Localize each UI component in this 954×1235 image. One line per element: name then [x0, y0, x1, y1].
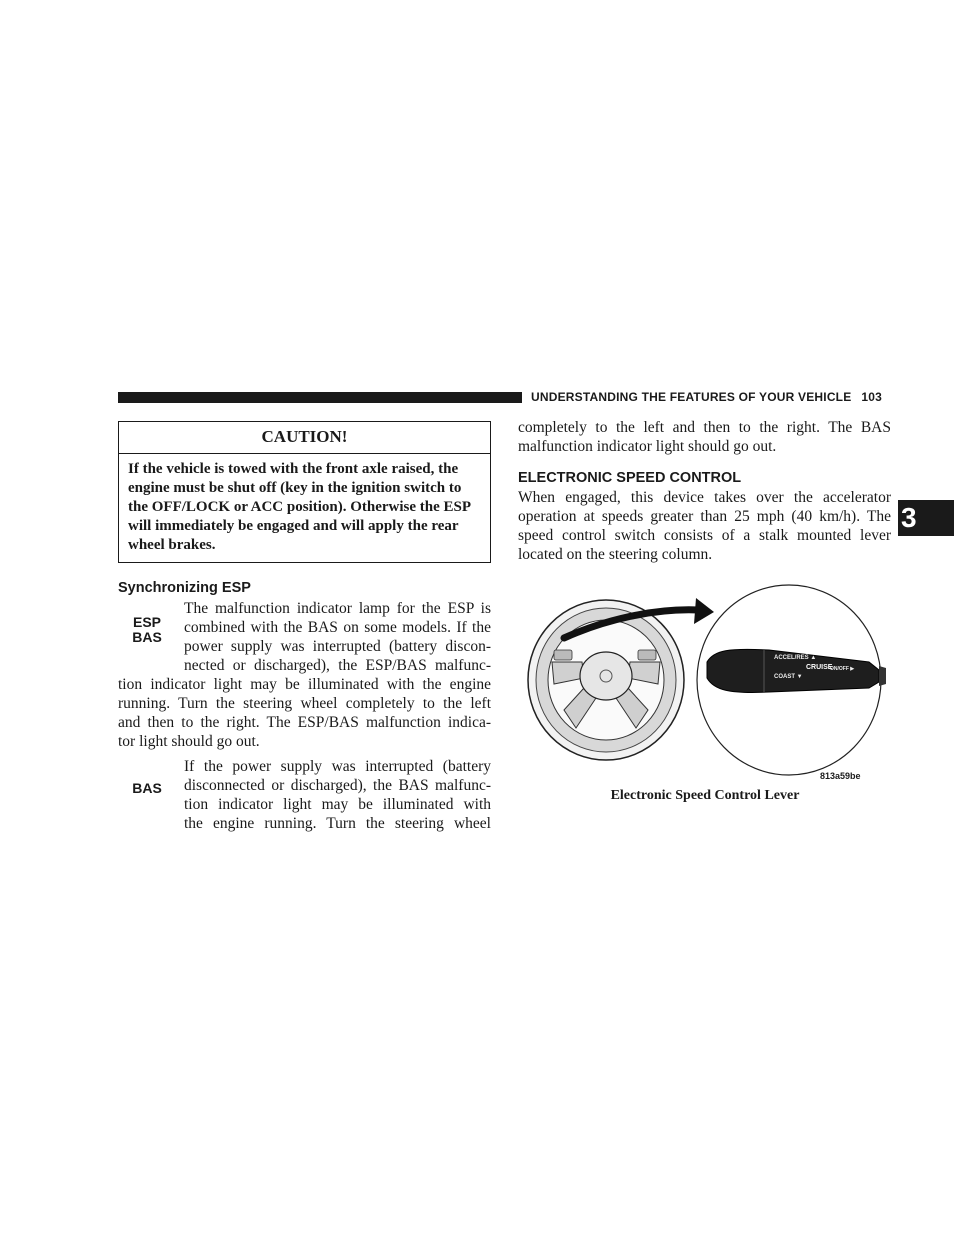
caution-line: will immediately be engaged and will apply the rear [128, 518, 459, 534]
text-line: and then to the right. The ESP/BAS malfunction indica- [118, 714, 491, 731]
lever-closeup [697, 585, 886, 775]
paragraph-speed-control [518, 488, 891, 564]
text-line: the engine running. Turn the steering wheel [184, 815, 491, 832]
text-line: combined with the BAS on some models. If the [184, 619, 491, 636]
text-line: malfunction indicator light should go out. [518, 438, 777, 455]
text-line: If the power supply was interrupted (battery [184, 758, 491, 775]
chapter-tab: 3 [898, 500, 954, 536]
header-title: UNDERSTANDING THE FEATURES OF YOUR VEHICLE [531, 390, 852, 404]
figure-caption: Electronic Speed Control Lever [610, 788, 800, 803]
text-line: The malfunction indicator lamp for the ESP is [184, 600, 491, 617]
caution-line: wheel brakes. [128, 537, 216, 553]
page-number: 103 [861, 390, 883, 404]
esp-bas-icon [129, 615, 165, 645]
lever-cruise-label: CRUISE [806, 664, 833, 671]
text-line: operation at speeds greater than 25 mph (40 km/h). The [518, 508, 891, 525]
caution-line: the OFF/LOCK or ACC position). Otherwise the ESP [128, 499, 472, 515]
paragraph-sync-full [118, 675, 491, 751]
text-line: tion indicator light may be illuminated with [184, 796, 491, 813]
paragraph-sync-indented [184, 599, 491, 675]
text-line: tor light should go out. [118, 733, 260, 750]
speed-control-figure [524, 580, 894, 785]
text-line: disconnected or discharged), the BAS malfunc- [184, 777, 491, 794]
esp-icon-text: ESP [132, 614, 161, 630]
text-line: When engaged, this device takes over the accelerator [518, 489, 891, 506]
lever-onoff-label: ON/OFF ▶ [830, 666, 855, 672]
caution-text [119, 454, 490, 555]
bas-icon: BAS [132, 780, 162, 796]
header-bar [118, 392, 522, 403]
section-heading-sync-esp: Synchronizing ESP [118, 580, 251, 596]
text-line: located on the steering column. [518, 546, 713, 563]
section-heading-speed-control: ELECTRONIC SPEED CONTROL [518, 470, 742, 486]
running-header [531, 390, 891, 406]
text-line: nected or discharged), the ESP/BAS malfunc- [184, 657, 491, 674]
text-line: power supply was interrupted (battery discon- [184, 638, 491, 655]
text-line: speed control switch consists of a stalk mounted lever [518, 527, 891, 544]
text-line: running. Turn the steering wheel completely to the left [118, 695, 491, 712]
figure-code: 813a59be [820, 771, 861, 781]
caution-line: If the vehicle is towed with the front axle raised, the [128, 461, 459, 477]
paragraph-bas [184, 757, 491, 833]
caution-line: engine must be shut off (key in the ignition switch to [128, 480, 462, 496]
lever-coast-label: COAST ▼ [774, 674, 803, 680]
caution-title: CAUTION! [119, 422, 490, 454]
text-line: completely to the left and then to the right. The BAS [518, 419, 891, 436]
lever-accel-label: ACCEL/RES ▲ [774, 655, 817, 661]
text-line: tion indicator light may be illuminated with the engine [118, 676, 491, 693]
bas-icon-text: BAS [132, 629, 162, 645]
caution-box [118, 421, 491, 563]
paragraph-continuation [518, 418, 891, 456]
